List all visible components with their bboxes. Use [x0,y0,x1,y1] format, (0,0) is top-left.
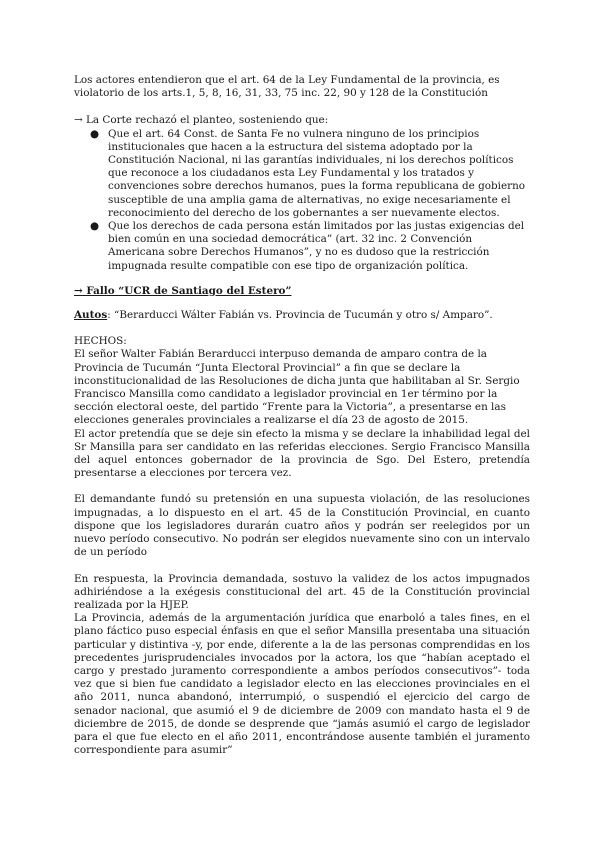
autos-label: Autos [74,309,108,322]
list-item [90,127,530,220]
hechos-paragraph-2: El actor pretendía que se deje sin efecto la misma y se declare la inhabilidad legal del Sr Mansilla para ser candidato en las referidas elecciones. Sergio Francisco Mansilla del aquel entonces gobernador de la provincia de Sgo. Del Estero, pretendía presentarse a elecciones por tercera vez. [74,427,530,480]
rechazo-line: → La Corte rechazó el planteo, sosteniendo que: [74,114,329,127]
bullet-icon: ● [90,220,100,233]
hechos-paragraph-4: En respuesta, la Provincia demandada, sostuvo la validez de los actos impugnados adhiriéndose a la exégesis constitucional del art. 45 de la Constitución provincial realizada por la HJEP. [74,572,530,611]
hechos-paragraph-3: El demandante fundó su pretensión en una supuesta violación, de las resoluciones impugnadas, a lo dispuesto en el art. 45 de la Constitución Provincial, en cuanto dispone que los legisladores durarán cuatro años y podrán ser reelegidos por un nuevo período consecutivo. No podrán ser elegidos nuevamente sino con un intervalo de un período [74,493,530,559]
autos-line [74,309,530,322]
bullet-text: Que los derechos de cada persona están limitados por las justas exigencias del bien común en una sociedad democrática” (art. 32 inc. 2 Convención Americana sobre Derechos Humanos”, y no es dudoso que la restricción impugnada resulte compatible con ese tipo de organización política. [108,220,525,272]
list-item [90,220,530,273]
autos-text: : “Berarducci Wálter Fabián vs. Provincia de Tucumán y otro s/ Amparo”. [107,309,493,322]
hechos-label: HECHOS: [74,335,127,348]
hechos-paragraph-5: La Provincia, además de la argumentación jurídica que enarboló a tales fines, en el plano fáctico puso especial énfasis en que el señor Mansilla presentaba una situación particular y distintiva -y, por ende, diferente a la de las personas comprendidas en los precedentes jurisprudenciales invocados por la actora, los que “habían aceptado el cargo y prestado juramento correspondiente a ambos períodos consecutivos”- toda vez que si bien fue candidato a legislador electo en las elecciones provinciales en el año 2011, nunca abandonó, interrumpió, o suspendió el ejercicio del cargo de senador nacional, que asumió el 9 de diciembre de 2009 con mandato hasta el 9 de diciembre de 2015, de donde se desprende que “jamás asumió el cargo de legislador para el que fue electo en el año 2011, encontrándose ausente también el juramento correspondiente para asumir” [74,612,530,757]
fallo-heading: → Fallo “UCR de Santiago del Estero” [74,284,292,297]
bullet-list [74,128,530,273]
intro-paragraph: Los actores entendieron que el art. 64 de la Ley Fundamental de la provincia, es violatorio de los arts.1, 5, 8, 16, 31, 33, 75 inc. 22, 90 y 128 de la Constitución [74,74,500,100]
hechos-paragraph-1: El señor Walter Fabián Berarducci interpuso demanda de amparo contra de la Provincia de Tucumán “Junta Electoral Provincial” a fin que se declare la inconstitucionalidad de las Resoluciones de dicha junta que habilitaban al Sr. Sergio Francisco Mansilla como candidato a legislador provincial en 1er término por la sección electoral oeste, del partido “Frente para la Victoria”, a presentarse en las elecciones generales provinciales a realizarse el día 23 de agosto de 2015. [74,348,520,427]
bullet-text: Que el art. 64 Const. de Santa Fe no vulnera ninguno de los principios institucionales que hacen a la estructura del sistema adoptado por la Constitución Nacional, ni las garantías individuales, ni los derechos políticos que reconoce a los ciudadanos esta Ley Fundamental y los tratados y convenciones sobre derechos humanos, pues la forma republicana de gobierno susceptible de una amplia gama de alternativas, no exige necesariamente el reconocimiento del derecho de los gobernantes a ser nuevamente electos. [108,127,526,219]
bullet-icon: ● [90,127,100,140]
